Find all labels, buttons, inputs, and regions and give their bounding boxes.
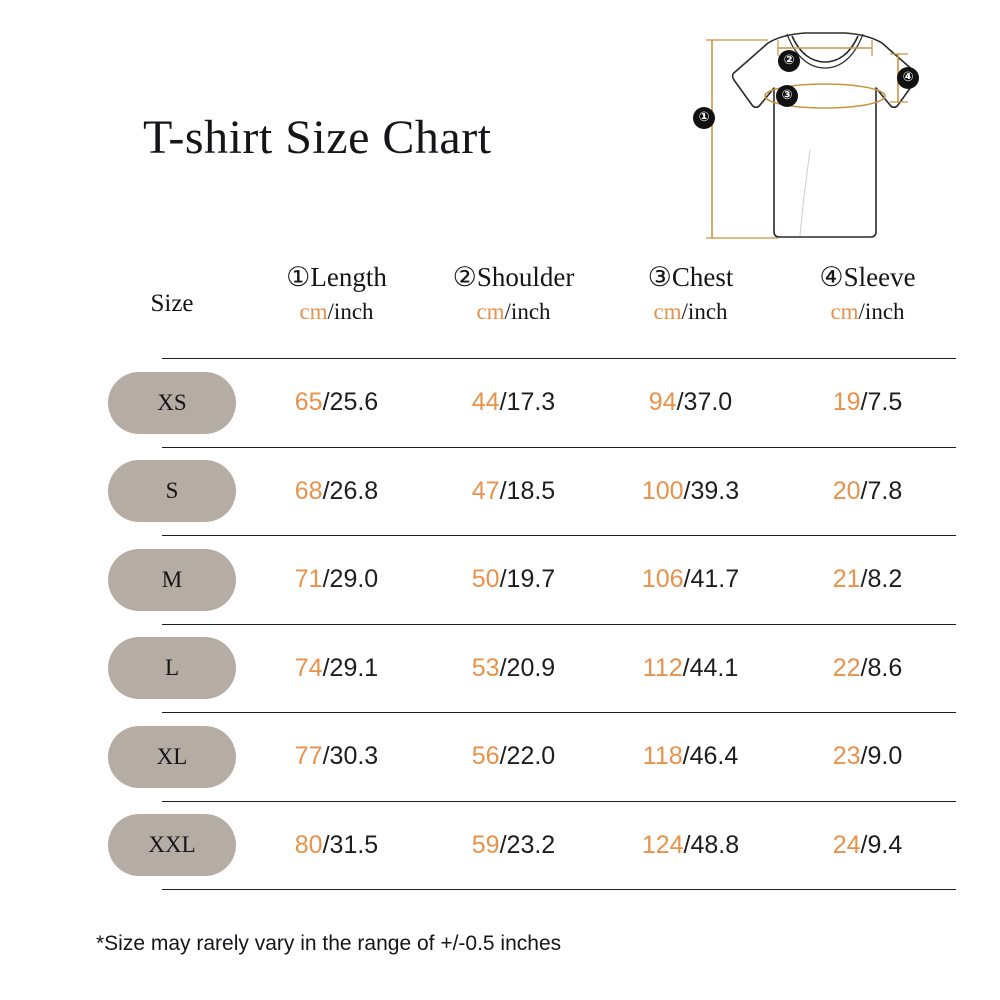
header-sleeve [779,262,956,325]
header-length [248,262,425,325]
value-inch: /37.0 [676,388,733,417]
size-pill-s: S [108,460,236,522]
value-inch: /25.6 [322,388,379,417]
value-cm: 47 [471,476,500,505]
header-length-label: ①Length [286,262,387,292]
value-cm: 21 [832,565,861,594]
value-cm: 80 [294,830,323,859]
value-cm: 50 [471,565,500,594]
unit-inch: /inch [858,299,905,324]
size-cell [96,372,248,434]
value-inch: /48.8 [683,830,740,859]
value-cm: 106 [641,565,684,594]
value-inch: /31.5 [322,830,379,859]
unit-cm: cm [476,299,505,324]
value-inch: /29.1 [322,653,379,682]
value-inch: /22.0 [499,742,556,771]
unit-inch: /inch [327,299,374,324]
value-cm: 53 [471,653,500,682]
value-inch: /39.3 [683,476,740,505]
size-pill-xxl: XXL [108,814,236,876]
value-cm: 22 [832,653,861,682]
cell-chest [602,477,779,506]
value-inch: /7.5 [860,388,903,417]
header-sleeve-units [779,299,956,325]
value-inch: /23.2 [499,830,556,859]
header-chest [602,262,779,325]
value-cm: 23 [832,742,861,771]
value-cm: 94 [648,388,677,417]
value-cm: 24 [832,830,861,859]
header-length-units [248,299,425,325]
cell-sleeve [779,654,956,683]
cell-shoulder [425,477,602,506]
value-cm: 77 [294,742,323,771]
unit-inch: /inch [504,299,551,324]
table-row [96,358,956,447]
cell-length [248,654,425,683]
size-cell [96,460,248,522]
size-cell [96,814,248,876]
table-row [96,712,956,801]
table-row [96,447,956,536]
table-header-row [96,262,956,358]
value-inch: /41.7 [683,565,740,594]
value-cm: 56 [471,742,500,771]
header-chest-units [602,299,779,325]
value-cm: 68 [294,476,323,505]
size-cell [96,637,248,699]
cell-shoulder [425,742,602,771]
size-pill-xs: XS [108,372,236,434]
badge-1-length: ① [693,107,715,129]
value-inch: /26.8 [322,476,379,505]
value-cm: 124 [641,830,684,859]
header-sleeve-label: ④Sleeve [819,262,916,292]
value-inch: /18.5 [499,476,556,505]
value-inch: /46.4 [682,742,739,771]
t-shirt-outline-icon [660,10,980,260]
footnote: *Size may rarely vary in the range of +/-0.5 inches [96,932,562,955]
value-inch: /17.3 [499,388,556,417]
value-inch: /9.4 [860,830,903,859]
cell-length [248,477,425,506]
unit-cm: cm [299,299,328,324]
value-cm: 112 [642,653,683,682]
badge-3-chest: ③ [776,85,798,107]
cell-sleeve [779,565,956,594]
table-row [96,535,956,624]
size-pill-xl: XL [108,726,236,788]
cell-sleeve [779,388,956,417]
cell-chest [602,565,779,594]
value-inch: /9.0 [860,742,903,771]
value-cm: 59 [471,830,500,859]
cell-shoulder [425,388,602,417]
cell-chest [602,831,779,860]
cell-length [248,831,425,860]
value-cm: 44 [471,388,500,417]
cell-length [248,565,425,594]
size-pill-l: L [108,637,236,699]
cell-sleeve [779,742,956,771]
value-inch: /7.8 [860,476,903,505]
table-bottom-rule [162,889,956,890]
header-chest-label: ③Chest [647,262,734,292]
cell-sleeve [779,831,956,860]
header-size: Size [150,290,194,317]
value-inch: /29.0 [322,565,379,594]
unit-inch: /inch [681,299,728,324]
cell-sleeve [779,477,956,506]
size-chart-table [96,262,956,890]
value-cm: 65 [294,388,323,417]
value-inch: /8.2 [860,565,903,594]
unit-cm: cm [653,299,682,324]
cell-chest [602,388,779,417]
table-row [96,801,956,890]
value-inch: /30.3 [322,742,379,771]
value-cm: 20 [832,476,861,505]
cell-length [248,388,425,417]
value-cm: 71 [294,565,323,594]
unit-cm: cm [830,299,859,324]
header-shoulder [425,262,602,325]
size-cell [96,726,248,788]
cell-shoulder [425,654,602,683]
table-row [96,624,956,713]
value-inch: /20.9 [499,653,556,682]
header-shoulder-units [425,299,602,325]
badge-4-sleeve: ④ [897,67,919,89]
size-cell [96,549,248,611]
cell-shoulder [425,565,602,594]
tshirt-measure-diagram [660,10,980,260]
value-cm: 19 [832,388,861,417]
value-cm: 118 [642,742,683,771]
value-inch: /8.6 [860,653,903,682]
cell-length [248,742,425,771]
cell-shoulder [425,831,602,860]
page-title: T-shirt Size Chart [143,111,492,164]
header-shoulder-label: ②Shoulder [452,262,575,292]
size-pill-m: M [108,549,236,611]
cell-chest [602,742,779,771]
cell-chest [602,654,779,683]
badge-2-shoulder: ② [778,50,800,72]
value-inch: /44.1 [682,653,739,682]
value-cm: 74 [294,653,323,682]
value-cm: 100 [641,476,684,505]
value-inch: /19.7 [499,565,556,594]
